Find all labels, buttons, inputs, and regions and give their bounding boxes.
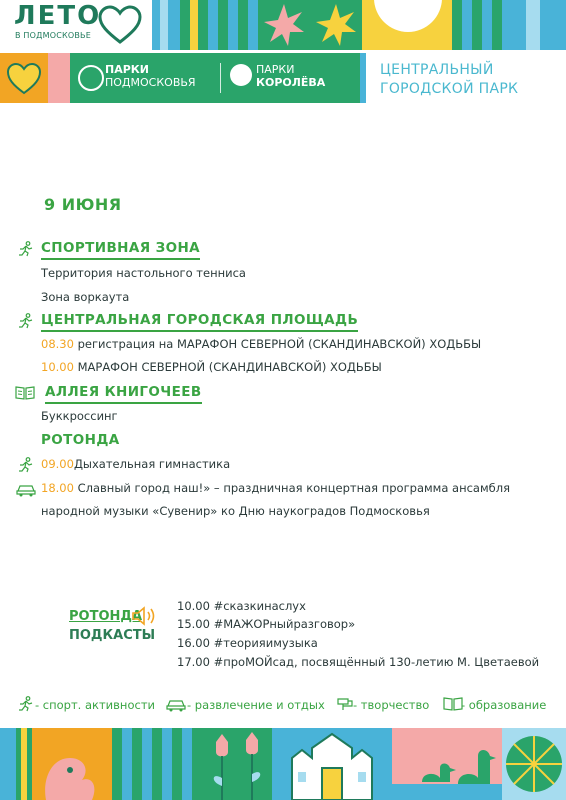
car-icon xyxy=(16,481,36,497)
list-item: Зона воркаута xyxy=(41,290,130,304)
star-icon xyxy=(258,0,310,50)
deco-tile xyxy=(112,728,202,800)
deco-star-tile xyxy=(310,0,362,50)
leto-subtitle: В ПОДМОСКОВЬЕ xyxy=(15,31,91,40)
event-date: 9 ИЮНЯ xyxy=(44,195,122,214)
park-name xyxy=(380,61,518,99)
parks-line2: ПОДМОСКОВЬЯ xyxy=(105,76,196,89)
event-text: Дыхательная гимнастика xyxy=(73,457,231,471)
korolev-line1: ПАРКИ xyxy=(256,63,295,76)
podcast-item: 10.00 #сказкинаслух xyxy=(177,599,306,613)
tulip-tile xyxy=(202,728,272,800)
squirrel-tile xyxy=(32,728,112,800)
speaker-icon xyxy=(130,605,160,627)
deco-sun-tile xyxy=(362,0,452,50)
leto-title: ЛЕТО xyxy=(14,1,102,31)
palace-tile xyxy=(272,728,392,800)
star-icon xyxy=(310,0,362,50)
section-title-rotunda: РОТОНДА xyxy=(41,432,120,448)
event-time: 08.30 xyxy=(41,337,74,351)
parks-logo-icon xyxy=(78,65,104,91)
section-title-square: ЦЕНТРАЛЬНАЯ ГОРОДСКАЯ ПЛОЩАДЬ xyxy=(41,312,358,332)
list-item xyxy=(41,360,382,375)
event-text: регистрация на МАРАФОН СЕВЕРНОЙ (СКАНДИНАВСКОЙ) ХОДЬБЫ xyxy=(73,337,482,351)
list-item: Территория настольного тенниса xyxy=(41,266,246,280)
event-text: МАРАФОН СЕВЕРНОЙ (СКАНДИНАВСКОЙ) ХОДЬБЫ xyxy=(73,360,382,374)
list-item xyxy=(41,481,510,496)
list-item xyxy=(41,337,481,352)
book-icon xyxy=(15,385,35,401)
legend-edu: - образование xyxy=(461,698,547,712)
deco-tile xyxy=(360,53,366,103)
deco-tile xyxy=(48,53,70,103)
duck-icon xyxy=(392,728,502,800)
palace-icon xyxy=(272,728,392,800)
event-time: 10.00 xyxy=(41,360,74,374)
runner-icon xyxy=(17,313,35,329)
legend-art: - творчество xyxy=(353,698,430,712)
heart-outline-icon xyxy=(97,4,143,46)
park-name-line2: ГОРОДСКОЙ ПАРК xyxy=(380,81,519,97)
wheel-tile xyxy=(502,728,566,800)
podcast-item: 17.00 #проМОЙсад, посвящённый 130-летию М. Цветаевой xyxy=(177,655,540,669)
car-icon xyxy=(166,696,186,712)
parks-banner xyxy=(70,53,360,103)
runner-icon xyxy=(17,457,35,473)
ducks-tile xyxy=(392,728,502,800)
list-item xyxy=(41,457,230,472)
leto-logo xyxy=(0,0,152,50)
deco-tile xyxy=(180,0,208,50)
section-title-sport: СПОРТИВНАЯ ЗОНА xyxy=(41,240,200,260)
event-time: 09.00 xyxy=(41,457,74,471)
legend-fun: - развлечение и отдых xyxy=(187,698,325,712)
section-title-books: АЛЛЕЯ КНИГОЧЕЕВ xyxy=(45,384,202,404)
deco-tile xyxy=(208,0,258,50)
list-item-continuation: народной музыки «Сувенир» ко Дню наукоградов Подмосковья xyxy=(41,504,430,518)
park-name-line1: ЦЕНТРАЛЬНЫЙ xyxy=(380,62,494,78)
divider xyxy=(220,63,221,93)
legend-sport: - спорт. активности xyxy=(35,698,155,712)
heart-icon xyxy=(0,53,48,103)
deco-tile xyxy=(512,0,566,50)
deco-star-tile xyxy=(258,0,310,50)
korolev-logo-icon xyxy=(230,64,252,86)
deco-tile xyxy=(452,0,512,50)
runner-icon xyxy=(17,696,35,712)
podcast-item: 15.00 #МАЖОРныйразговор» xyxy=(177,617,356,631)
wheel-icon xyxy=(502,728,566,800)
podcast-title: РОТОНДА xyxy=(69,609,143,624)
book-icon xyxy=(443,696,463,712)
podcast-subtitle: ПОДКАСТЫ xyxy=(69,628,156,643)
deco-tile xyxy=(0,728,16,800)
list-item: Буккроссинг xyxy=(41,409,118,423)
squirrel-icon xyxy=(32,728,112,800)
deco-tile xyxy=(16,728,32,800)
event-time: 18.00 xyxy=(41,481,74,495)
parks-line1: ПАРКИ xyxy=(105,63,149,76)
podcast-item: 16.00 #теорияимузыка xyxy=(177,636,318,650)
deco-tile xyxy=(152,0,180,50)
runner-icon xyxy=(17,241,35,257)
tulip-icon xyxy=(202,728,272,800)
event-text: Славный город наш!» – праздничная концертная программа ансамбля xyxy=(73,481,511,495)
heart-tile xyxy=(0,53,48,103)
korolev-line2: КОРОЛЁВА xyxy=(256,76,326,89)
paint-icon xyxy=(336,696,354,712)
